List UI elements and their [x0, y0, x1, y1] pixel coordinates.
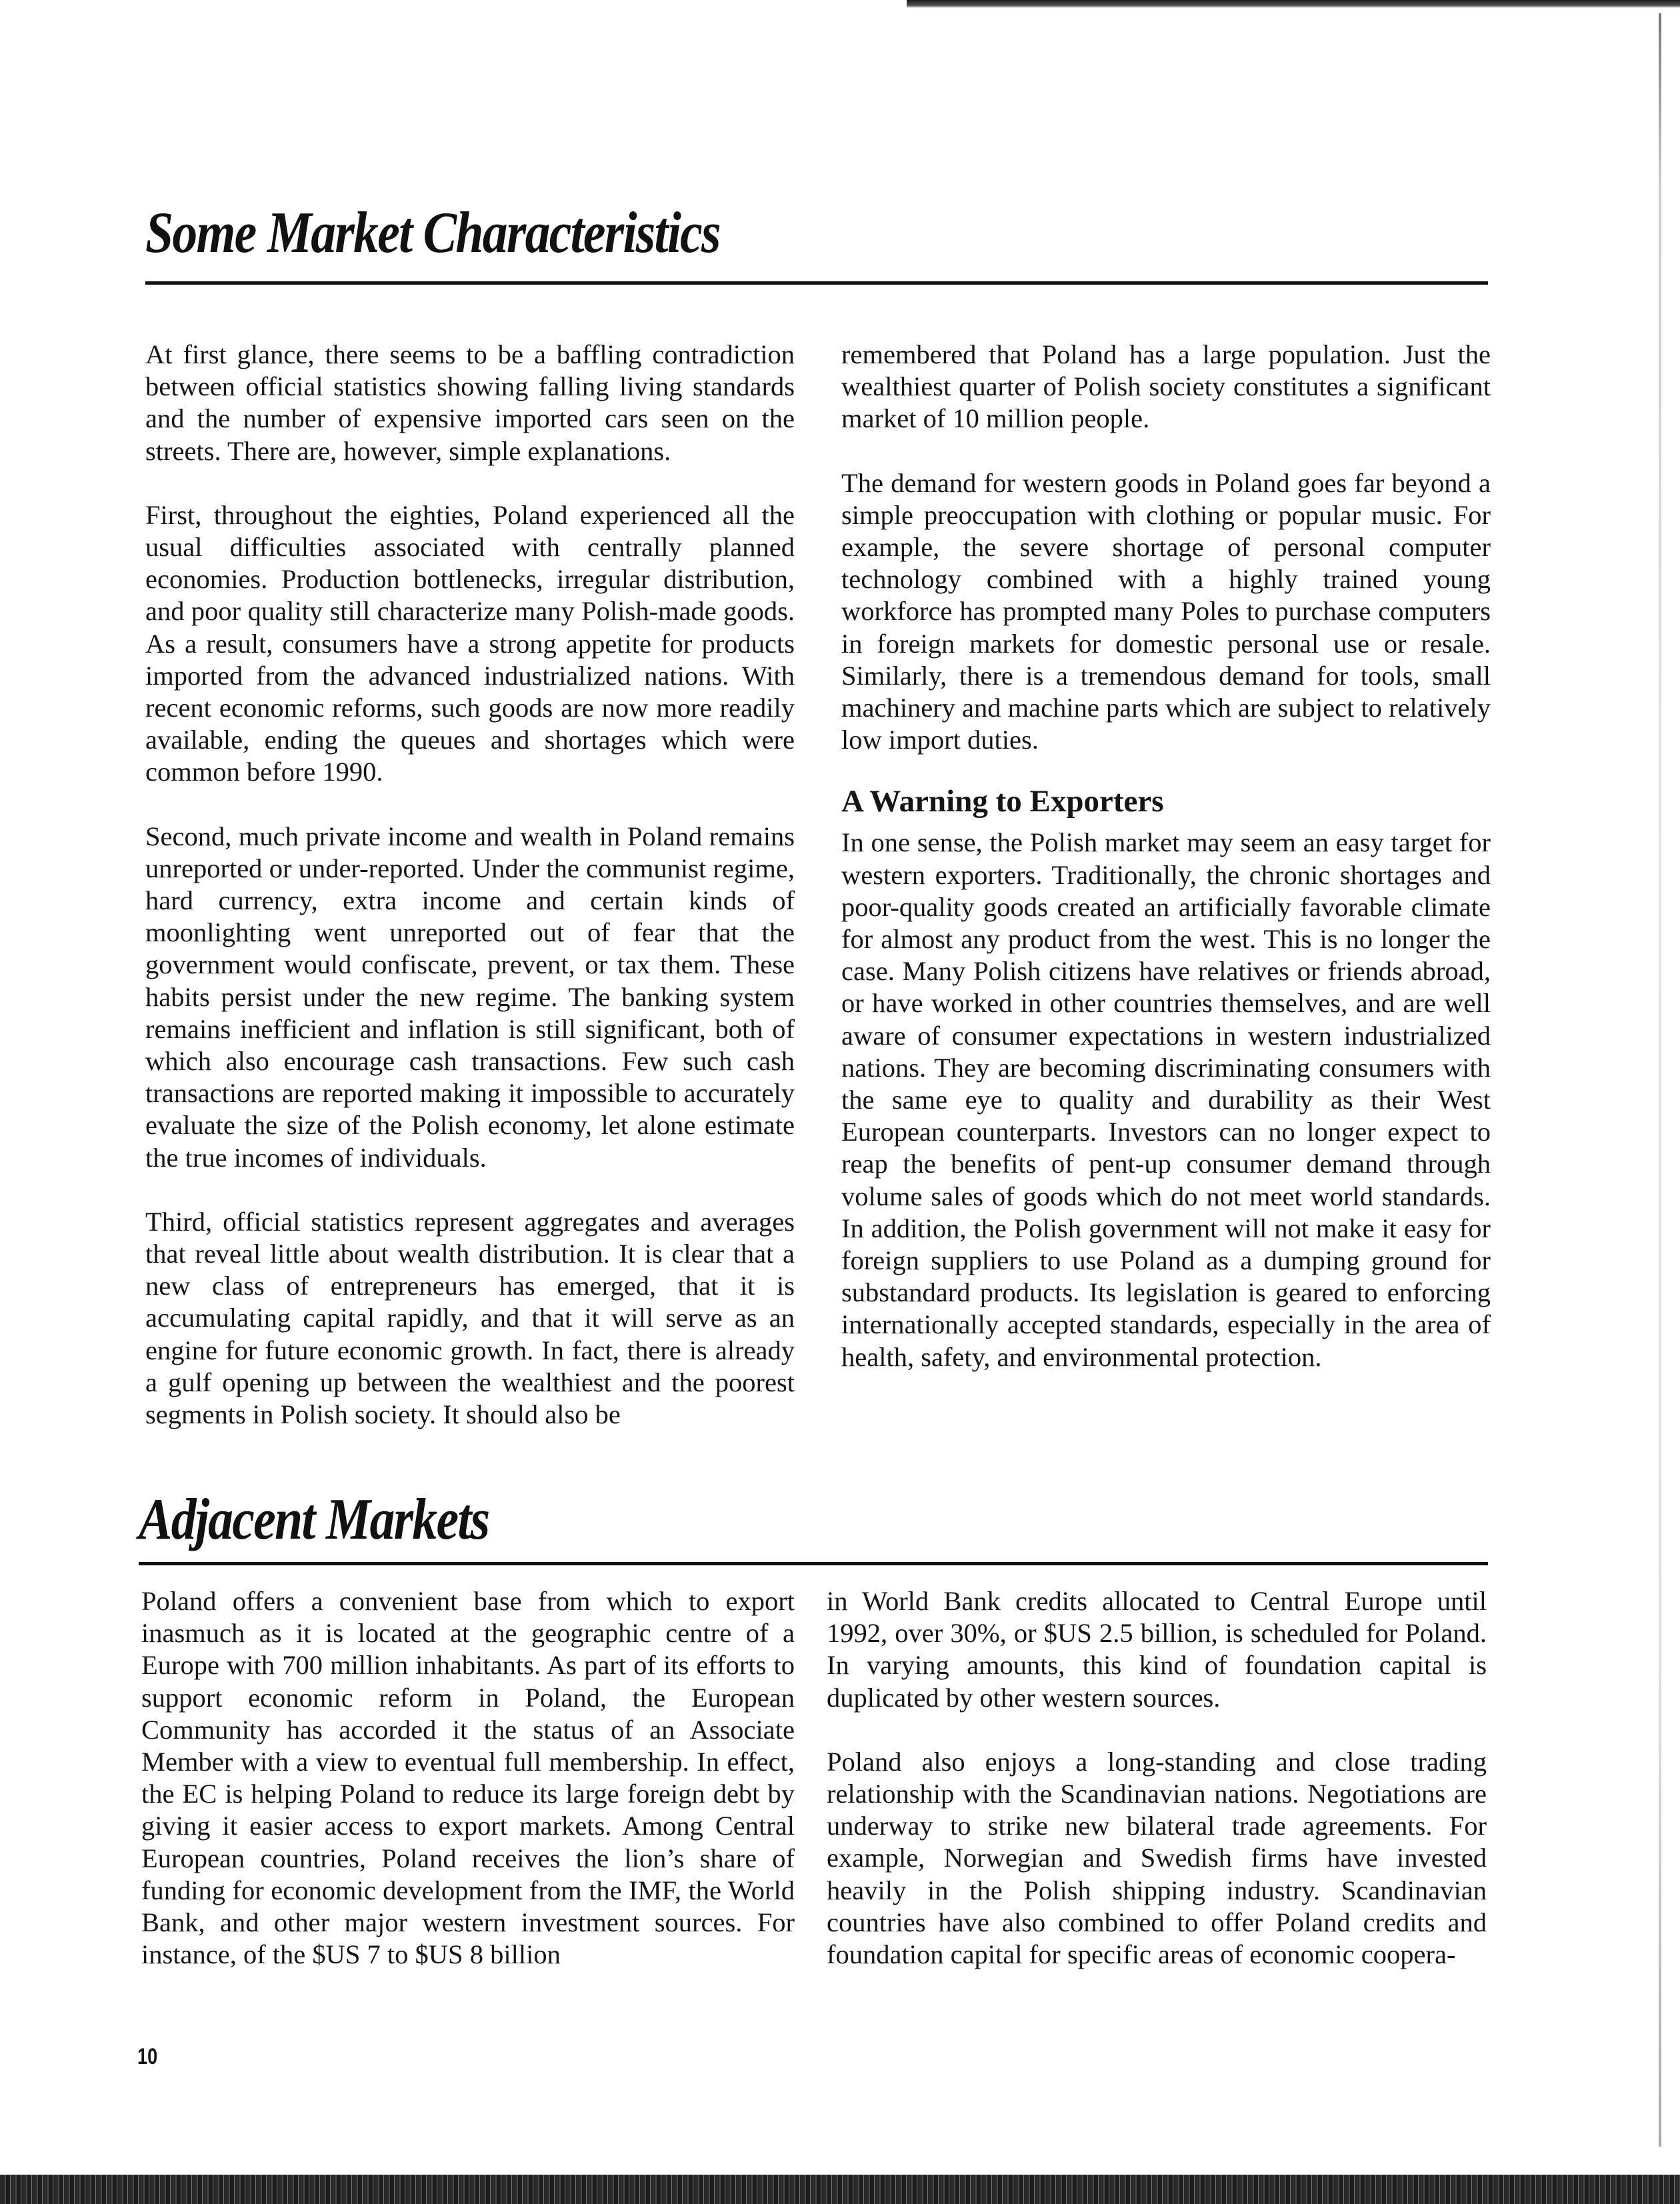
- market-paragraph-3: Second, much private income and wealth in Poland remains unreported or under-reported. Under the communist regime, hard currency, extra income and certain kinds of moonlighting went unreported out of fear that the government would confiscate, prevent, or tax them. These habits persist under the new regime. The banking system remains inefficient and inflation is still significant, both of which also encourage cash transactions. Few such cash transactions are reported making it impossible to accurately evaluate the size of the Polish economy, let alone estimate the true incomes of individuals.: [145, 821, 795, 1173]
- market-paragraph-5: remembered that Poland has a large population. Just the wealthiest quarter of Polish society constitutes a significant market of 10 million people.: [841, 339, 1491, 434]
- adjacent-left-column: [141, 1585, 795, 1971]
- section-title-market: Some Market Characteristics: [145, 201, 720, 265]
- scan-edge-bottom: [0, 2175, 1680, 2204]
- market-left-column: [145, 339, 795, 1431]
- market-paragraph-2: First, throughout the eighties, Poland experienced all the usual difficulties associated with centrally planned economies. Production bottlenecks, irregular distribution, and poor quality still characterize many Polish-made goods. As a result, consumers have a strong appetite for products imported from the advanced industrialized nations. With recent economic reforms, such goods are now more readily available, ending the queues and shortages which were common before 1990.: [145, 499, 795, 787]
- adjacent-paragraph-2: in World Bank credits allocated to Central Europe until 1992, over 30%, or $US 2.5 billion, is scheduled for Poland. In varying amounts, this kind of foundation capital is duplicated by other western sources.: [827, 1586, 1487, 1713]
- market-paragraph-7: In one sense, the Polish market may seem an easy target for western exporters. Traditionally, the chronic shortages and poor-quality goods created an artificially favorable climate for almost any product from the west. This is no longer the case. Many Polish citizens have relatives or friends abroad, or have worked in other countries themselves, and are well aware of consumer expectations in western industrialized nations. They are becoming discriminating consumers with the same eye to quality and durability as their West European counterparts. Investors can no longer expect to reap the benefits of pent-up consumer demand through volume sales of goods which do not meet world standards. In addition, the Polish government will not make it easy for foreign suppliers to use Poland as a dumping ground for substandard products. Its legislation is geared to enforcing internationally accepted standards, especially in the area of health, safety, and environmental protection.: [841, 827, 1491, 1372]
- scan-edge-right: [1659, 13, 1661, 2147]
- market-paragraph-4: Third, official statistics represent aggregates and averages that reveal little about wealth distribution. It is clear that a new class of entrepreneurs has emerged, that it is accumulating capital rapidly, and that it will serve as an engine for future economic growth. In fact, there is already a gulf opening up between the wealthiest and the poorest segments in Polish society. It should also be: [145, 1206, 795, 1430]
- market-paragraph-1: At first glance, there seems to be a baffling contradiction between official statistics showing falling living standards and the number of expensive imported cars seen on the streets. There are, however, simple explanations.: [145, 339, 795, 466]
- adjacent-paragraph-3: Poland also enjoys a long-standing and close trading relationship with the Scandinavian nations. Negotiations are underway to strike new bilateral trade agreements. For example, Norwegian and Swedish firms have invested heavily in the Polish shipping industry. Scandinavian countries have also combined to offer Poland credits and foundation capital for specific areas of economic coopera-: [827, 1746, 1487, 1970]
- market-paragraph-6: The demand for western goods in Poland goes far beyond a simple preoccupation with clothing or popular music. For example, the severe shortage of personal computer technology combined with a highly trained young workforce has prompted many Poles to purchase computers in foreign markets for domestic personal use or resale. Similarly, there is a tremendous demand for tools, small machinery and machine parts which are subject to relatively low import duties.: [841, 467, 1491, 755]
- scan-edge-top: [907, 0, 1680, 8]
- market-right-column: [841, 339, 1491, 1373]
- section-rule-adjacent: [139, 1562, 1488, 1565]
- section-rule-market: [145, 281, 1488, 285]
- page-number: 10: [137, 2044, 158, 2069]
- warning-subheading: A Warning to Exporters: [841, 784, 1164, 819]
- section-title-adjacent: Adjacent Markets: [139, 1487, 489, 1552]
- adjacent-right-column: [827, 1585, 1487, 1971]
- adjacent-paragraph-1: Poland offers a convenient base from which to export inasmuch as it is located at the geographic centre of a Europe with 700 million inhabitants. As part of its efforts to support economic reform in Poland, the European Community has accorded it the status of an Associate Member with a view to eventual full membership. In effect, the EC is helping Poland to reduce its large foreign debt by giving it easier access to export markets. Among Central European countries, Poland receives the lion’s share of funding for economic development from the IMF, the World Bank, and other major western investment sources. For instance, of the $US 7 to $US 8 billion: [141, 1586, 795, 1970]
